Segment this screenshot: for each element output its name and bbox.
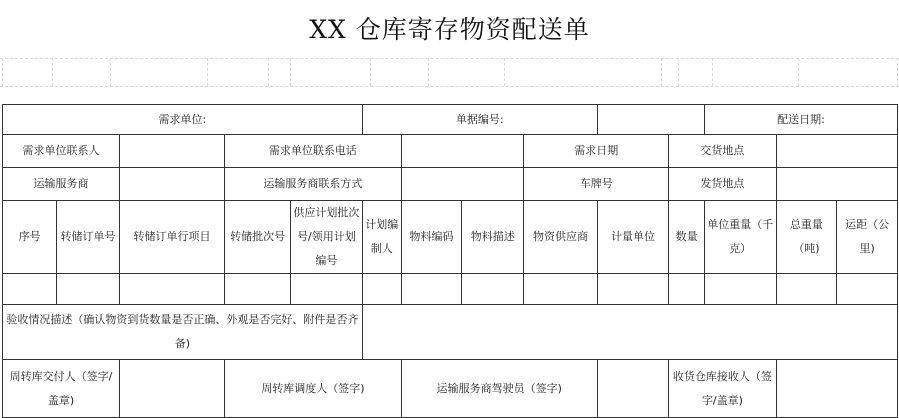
column-header-row (3, 201, 898, 274)
col-header: 单位重量（千克） (705, 201, 777, 274)
table-cell[interactable] (776, 274, 837, 305)
handover-signature-label: 周转库交付人（签字/盖章) (3, 360, 120, 418)
doc-number-value[interactable] (597, 105, 704, 135)
form-header-row (3, 105, 898, 135)
table-cell[interactable] (462, 274, 524, 305)
col-header: 转储批次号 (225, 201, 291, 274)
col-header: 总重量（吨) (776, 201, 837, 274)
col-header: 转储订单号 (57, 201, 120, 274)
page-title: XX 仓库寄存物资配送单 (309, 15, 590, 44)
col-header: 运距（公里) (837, 201, 898, 274)
carrier-value[interactable] (119, 168, 224, 201)
col-header: 数量 (669, 201, 705, 274)
col-header: 转储订单行项目 (119, 201, 224, 274)
delivery-form-table (2, 104, 898, 418)
col-header: 计划编制人 (362, 201, 401, 274)
table-cell[interactable] (119, 274, 224, 305)
inspection-row (3, 305, 898, 360)
table-cell[interactable] (225, 274, 291, 305)
table-cell[interactable] (57, 274, 120, 305)
table-cell[interactable] (705, 274, 777, 305)
doc-number-label: 单据编号: (362, 105, 597, 135)
phone-label: 需求单位联系电话 (225, 135, 402, 168)
table-cell[interactable] (291, 274, 363, 305)
col-header: 物资供应商 (524, 201, 598, 274)
demand-date-label: 需求日期 (524, 135, 669, 168)
delivery-place-value[interactable] (776, 135, 897, 168)
carrier-row (3, 168, 898, 201)
table-cell[interactable] (669, 274, 705, 305)
table-cell[interactable] (401, 274, 462, 305)
table-cell[interactable] (362, 274, 401, 305)
contact-value[interactable] (119, 135, 224, 168)
delivery-place-label: 交货地点 (669, 135, 776, 168)
col-header: 序号 (3, 201, 57, 274)
contact-row (3, 135, 898, 168)
carrier-label: 运输服务商 (3, 168, 120, 201)
col-header: 物料描述 (462, 201, 524, 274)
table-cell[interactable] (837, 274, 898, 305)
table-cell[interactable] (597, 274, 669, 305)
table-cell[interactable] (524, 274, 598, 305)
carrier-contact-label: 运输服务商联系方式 (225, 168, 402, 201)
ship-place-value[interactable] (776, 168, 897, 201)
col-header: 物料编码 (401, 201, 462, 274)
table-cell[interactable] (3, 274, 57, 305)
inspection-label: 验收情况描述（确认物资到货数量是否正确、外观是否完好、附件是否齐备) (3, 305, 363, 360)
driver-signature-value[interactable] (597, 360, 669, 418)
ship-place-label: 发货地点 (669, 168, 776, 201)
signature-row (3, 360, 898, 418)
phone-value[interactable] (401, 135, 523, 168)
plate-label: 车牌号 (524, 168, 669, 201)
demand-unit-label: 需求单位: (3, 105, 363, 135)
receiver-signature-value[interactable] (776, 360, 897, 418)
carrier-contact-value[interactable] (401, 168, 523, 201)
handover-signature-value[interactable] (119, 360, 224, 418)
col-header: 供应计划批次号/领用计划编号 (291, 201, 363, 274)
col-header: 计量单位 (597, 201, 669, 274)
inspection-value[interactable] (362, 305, 897, 360)
contact-label: 需求单位联系人 (3, 135, 120, 168)
delivery-date-label: 配送日期: (705, 105, 898, 135)
receiver-signature-label: 收货仓库接收人（签字/盖章) (669, 360, 776, 418)
dispatcher-signature-label: 周转库调度人（签字) (225, 360, 402, 418)
driver-signature-label: 运输服务商驾驶员（签字) (401, 360, 597, 418)
table-row (3, 274, 898, 305)
